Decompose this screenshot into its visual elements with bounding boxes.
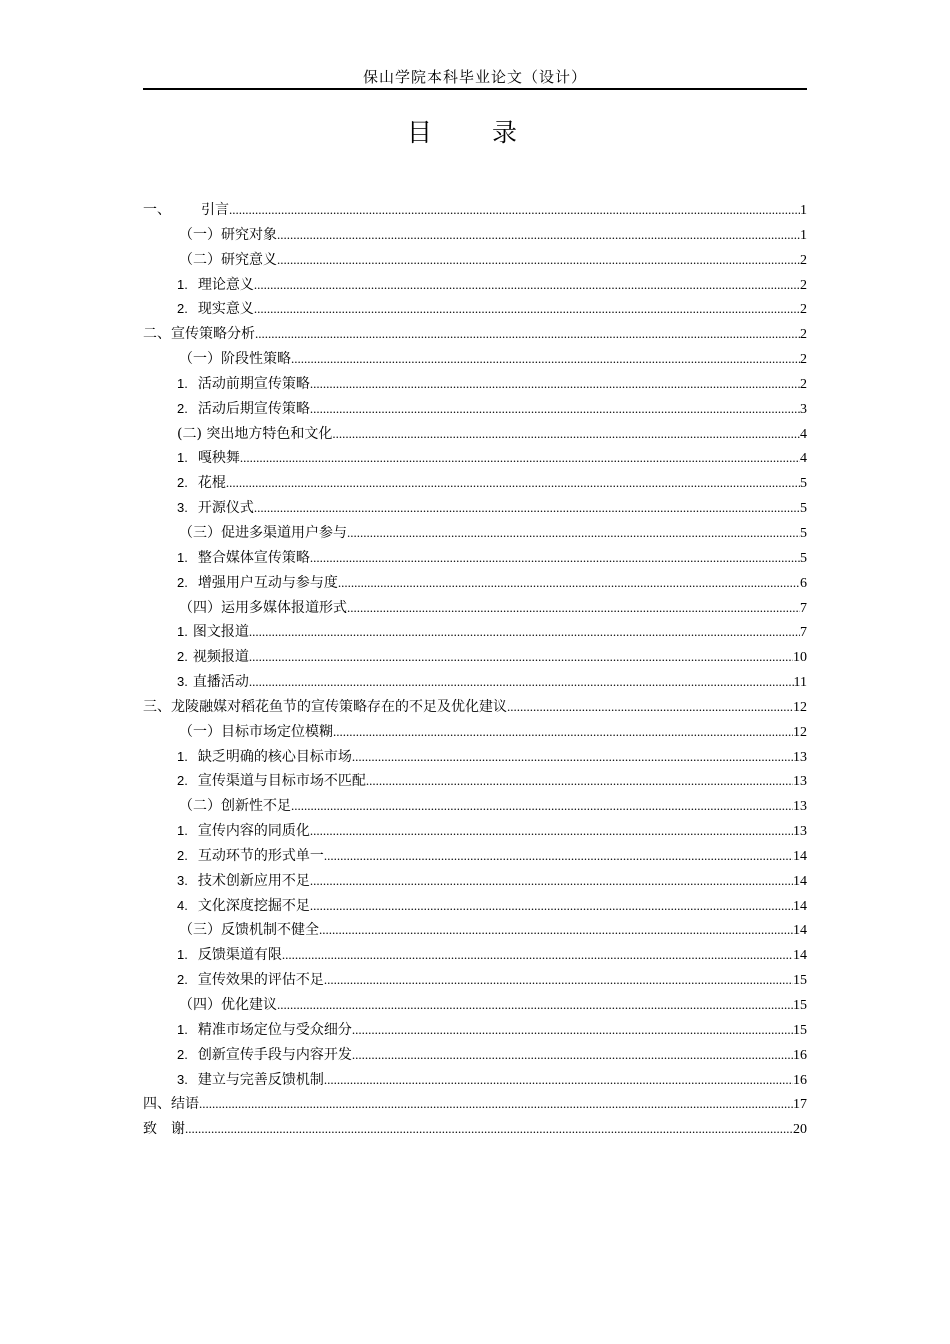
toc-page-number: 15	[793, 1022, 807, 1038]
toc-page-number: 15	[793, 973, 807, 989]
toc-entry-label	[177, 769, 366, 794]
toc-entry-label	[177, 894, 310, 919]
toc-entry[interactable]	[143, 695, 807, 720]
toc-entry[interactable]	[143, 1092, 807, 1117]
toc-entry-number: 2.	[177, 400, 188, 416]
toc-page-number: 10	[793, 650, 807, 666]
toc-entry-number: 2.	[177, 574, 188, 590]
toc-page-number: 14	[793, 923, 807, 939]
toc-entry-text: 直播活动	[192, 674, 249, 691]
toc-entry-number: 3.	[177, 500, 188, 516]
toc-entry[interactable]	[143, 1043, 807, 1068]
toc-entry-number: 1.	[177, 1021, 188, 1037]
toc-page-number: 14	[793, 898, 807, 914]
toc-entry-label	[177, 1018, 352, 1043]
toc-page-number: 5	[800, 525, 807, 541]
toc-dot-leader	[324, 968, 793, 993]
toc-entry[interactable]	[143, 1068, 807, 1093]
toc-page-number: 1	[800, 203, 807, 218]
toc-dot-leader	[185, 1117, 793, 1142]
toc-entry-number: 2.	[177, 773, 188, 789]
toc-page-number: 6	[800, 575, 807, 591]
toc-dot-leader	[366, 769, 793, 794]
toc-page-number: 2	[800, 327, 807, 343]
toc-dot-leader	[333, 720, 793, 745]
toc-entry-text: 技术创新应用不足	[197, 872, 310, 889]
toc-entry-number: 2.	[177, 972, 188, 988]
toc-entry-label	[177, 571, 338, 596]
toc-entry-label	[143, 198, 229, 223]
toc-dot-leader	[319, 918, 793, 943]
toc-page-number: 12	[793, 724, 807, 740]
toc-page-number: 5	[800, 550, 807, 566]
toc-entry[interactable]	[143, 521, 807, 546]
toc-page-number: 16	[793, 1047, 807, 1063]
toc-entry-number: 2.	[177, 475, 188, 491]
toc-dot-leader	[347, 596, 800, 621]
toc-entry[interactable]	[143, 794, 807, 819]
toc-dot-leader	[255, 322, 800, 347]
toc-page-number: 2	[800, 277, 807, 293]
toc-page-number: 14	[793, 948, 807, 964]
toc-page-number: 7	[800, 625, 807, 641]
toc-entry-number: 2.	[177, 301, 188, 317]
toc-entry[interactable]	[143, 745, 807, 770]
toc-entry-label	[177, 844, 324, 869]
toc-dot-leader	[277, 248, 800, 273]
toc-entry-label	[177, 869, 310, 894]
toc-entry[interactable]	[143, 546, 807, 571]
toc-entry-text: 视频报道	[192, 649, 249, 666]
toc-entry-number: 3.	[177, 872, 188, 888]
toc-entry-label	[143, 1092, 199, 1117]
toc-entry-text: 嘎秧舞	[197, 450, 240, 467]
toc-page-number: 16	[793, 1072, 807, 1088]
toc-entry-text: 引言	[201, 202, 229, 218]
toc-entry[interactable]	[143, 819, 807, 844]
toc-page-number: 4	[800, 426, 807, 442]
toc-page-number: 2	[800, 352, 807, 368]
toc-entry-label	[179, 596, 347, 621]
toc-dot-leader	[310, 546, 800, 571]
toc-entry-text: （四）优化建议	[179, 997, 277, 1013]
toc-entry-number: 2.	[177, 649, 188, 665]
toc-entry-label	[179, 993, 277, 1018]
toc-dot-leader	[347, 521, 800, 546]
toc-entry-number: 1.	[177, 375, 188, 391]
toc-page-number: 20	[793, 1122, 807, 1138]
toc-entry-number: 2.	[177, 847, 188, 863]
toc-entry-text: 整合媒体宣传策略	[197, 549, 310, 566]
toc-entry[interactable]	[143, 869, 807, 894]
toc-entry-text: （一）阶段性策略	[179, 351, 291, 368]
toc-entry[interactable]	[143, 968, 807, 993]
toc-page-number: 3	[800, 401, 807, 417]
toc-page-number: 14	[793, 848, 807, 864]
page-header: 保山学院本科毕业论文（设计）	[362, 68, 587, 86]
toc-entry[interactable]	[143, 446, 807, 471]
toc-entry-number: 1.	[177, 450, 188, 466]
toc-page-number: 14	[793, 873, 807, 889]
toc-dot-leader	[352, 745, 793, 770]
toc-entry-text: 宣传内容的同质化	[197, 823, 310, 840]
toc-page-number: 17	[793, 1097, 807, 1113]
toc-entry-label	[177, 446, 240, 471]
toc-entry-text: 宣传效果的评估不足	[197, 972, 324, 989]
toc-page-number: 5	[800, 476, 807, 492]
toc-entry-text: 增强用户互动与参与度	[197, 574, 338, 591]
toc-page-number: 12	[793, 699, 807, 715]
toc-entry-text: 二、宣传策略分析	[143, 326, 255, 343]
toc-page-number: 13	[793, 824, 807, 840]
toc-dot-leader	[229, 198, 800, 223]
toc-entry[interactable]	[143, 471, 807, 496]
toc-entry-label	[177, 1043, 352, 1068]
toc-entry-text: （二）研究意义	[179, 251, 277, 268]
toc-entry[interactable]	[143, 347, 807, 372]
toc-entry-label	[177, 273, 254, 298]
toc-dot-leader	[277, 223, 800, 248]
toc-page-number: 7	[800, 600, 807, 616]
toc-entry-label	[179, 794, 291, 819]
toc-entry-text: 现实意义	[197, 301, 254, 318]
toc-entry-label	[177, 471, 226, 496]
toc-entry-text: 缺乏明确的核心目标市场	[197, 748, 352, 765]
toc-entry-text: （一）目标市场定位模糊	[179, 723, 333, 740]
toc-entry[interactable]	[143, 670, 807, 695]
toc-entry-text: 花棍	[197, 475, 226, 492]
toc-entry-text: 精准市场定位与受众细分	[197, 1021, 352, 1038]
toc-dot-leader	[310, 894, 793, 919]
toc-entry-text: （三）反馈机制不健全	[179, 922, 319, 939]
toc-page-number: 5	[800, 501, 807, 517]
toc-entry-number: 1.	[177, 947, 188, 963]
toc-entry-label	[179, 248, 277, 273]
toc-entry[interactable]	[143, 918, 807, 943]
toc-entry-text: 理论意义	[197, 276, 254, 293]
toc-dot-leader	[324, 844, 793, 869]
toc-entry-label	[177, 397, 310, 422]
toc-entry[interactable]	[143, 620, 807, 645]
toc-entry[interactable]	[143, 1018, 807, 1043]
toc-entry[interactable]	[143, 720, 807, 745]
toc-entry[interactable]	[143, 993, 807, 1018]
toc-entry[interactable]	[143, 894, 807, 919]
toc-entry-text: (二) 突出地方特色和文化	[177, 425, 333, 442]
toc-entry-label	[177, 620, 249, 645]
toc-entry-label	[179, 521, 347, 546]
toc-entry-number: 2.	[177, 1046, 188, 1062]
toc-entry-label	[177, 943, 282, 968]
toc-entry-label	[143, 1117, 185, 1142]
toc-entry[interactable]	[143, 943, 807, 968]
toc-dot-leader	[291, 794, 793, 819]
toc-dot-leader	[310, 397, 800, 422]
toc-dot-leader	[291, 347, 800, 372]
toc-entry[interactable]	[143, 645, 807, 670]
toc-entry-label	[177, 745, 352, 770]
toc-dot-leader	[310, 869, 793, 894]
toc-entry-label	[179, 720, 333, 745]
toc-entry-text: 致 谢	[143, 1121, 185, 1138]
toc-entry-label	[143, 695, 507, 720]
toc-entry[interactable]	[143, 769, 807, 794]
toc-entry-label	[177, 546, 310, 571]
toc-entry-text: 活动前期宣传策略	[197, 375, 310, 392]
toc-dot-leader	[282, 943, 793, 968]
toc-entry-number: 4.	[177, 897, 188, 913]
toc-dot-leader	[249, 620, 800, 645]
toc-dot-leader	[507, 695, 793, 720]
toc-page-number: 2	[800, 252, 807, 268]
toc-entry[interactable]	[143, 844, 807, 869]
toc-page-number: 13	[793, 799, 807, 815]
toc-entry-label	[143, 322, 255, 347]
toc-dot-leader	[254, 273, 800, 298]
toc-entry-label	[177, 645, 249, 670]
toc-entry-number: 1.	[177, 748, 188, 764]
toc-page-number: 1	[800, 227, 807, 243]
toc-dot-leader	[249, 670, 794, 695]
toc-entry-label	[177, 670, 249, 695]
toc-entry-label	[179, 347, 291, 372]
toc-entry[interactable]	[143, 297, 807, 322]
toc-entry-number: 3.	[177, 674, 188, 690]
toc-entry-text: 反馈渠道有限	[197, 947, 282, 964]
toc-dot-leader	[277, 993, 793, 1018]
page-title: 目 录	[407, 118, 543, 147]
toc-entry[interactable]	[143, 496, 807, 521]
toc-page-number: 2	[800, 302, 807, 318]
toc-entry[interactable]	[143, 571, 807, 596]
toc-entry-number: 1.	[177, 549, 188, 565]
toc-entry-text: 活动后期宣传策略	[197, 400, 310, 417]
toc-entry-number: 1.	[177, 624, 188, 640]
toc-page-number: 4	[800, 451, 807, 467]
toc-dot-leader	[249, 645, 793, 670]
toc-dot-leader	[254, 496, 800, 521]
toc-entry-label	[179, 918, 319, 943]
toc-entry-text: 文化深度挖掘不足	[197, 897, 310, 914]
toc-entry[interactable]	[143, 596, 807, 621]
toc-entry-number: 1.	[177, 276, 188, 292]
toc-entry[interactable]	[143, 198, 807, 223]
toc-entry[interactable]	[143, 397, 807, 422]
toc-page-number: 15	[793, 998, 807, 1013]
toc-entry-label	[177, 372, 310, 397]
toc-entry[interactable]	[143, 273, 807, 298]
toc-entry[interactable]	[143, 422, 807, 447]
toc-page-number: 13	[793, 774, 807, 790]
toc-entry[interactable]	[143, 1117, 807, 1142]
table-of-contents	[143, 198, 807, 1142]
toc-dot-leader	[338, 571, 800, 596]
toc-entry-text: 三、龙陵融媒对稻花鱼节的宣传策略存在的不足及优化建议	[143, 698, 507, 715]
header-rule	[143, 88, 807, 90]
toc-entry-text: 建立与完善反馈机制	[197, 1071, 324, 1088]
toc-dot-leader	[352, 1043, 793, 1068]
toc-entry[interactable]	[143, 223, 807, 248]
toc-entry-label	[177, 1068, 324, 1093]
toc-entry-number: 1.	[177, 823, 188, 839]
toc-dot-leader	[310, 372, 800, 397]
toc-entry[interactable]	[143, 322, 807, 347]
toc-entry-text: （四）运用多媒体报道形式	[179, 599, 347, 616]
toc-dot-leader	[352, 1018, 793, 1043]
toc-dot-leader	[324, 1068, 793, 1093]
toc-dot-leader	[240, 446, 800, 471]
toc-entry-label	[177, 422, 332, 447]
toc-entry-number: 3.	[177, 1071, 188, 1087]
toc-page-number: 13	[793, 749, 807, 765]
toc-entry-text: 四、结语	[143, 1096, 199, 1113]
toc-entry-number: 一、	[143, 202, 171, 218]
toc-entry-text: 创新宣传手段与内容开发	[197, 1046, 352, 1063]
toc-dot-leader	[254, 297, 800, 322]
toc-dot-leader	[199, 1092, 793, 1117]
toc-entry-text: 开源仪式	[197, 500, 254, 517]
toc-entry-label	[177, 819, 310, 844]
toc-page-number: 11	[793, 675, 807, 691]
toc-entry-text: 图文报道	[192, 624, 249, 641]
toc-page-number: 2	[800, 376, 807, 392]
toc-entry-label	[177, 968, 324, 993]
toc-dot-leader	[310, 819, 793, 844]
toc-entry[interactable]	[143, 248, 807, 273]
toc-entry-text: 宣传渠道与目标市场不匹配	[197, 773, 366, 790]
toc-entry[interactable]	[143, 372, 807, 397]
toc-entry-label	[179, 223, 277, 248]
toc-entry-label	[177, 496, 254, 521]
toc-entry-text: （一）研究对象	[179, 226, 277, 243]
toc-entry-label	[177, 297, 254, 322]
toc-dot-leader	[332, 422, 800, 447]
toc-entry-text: （三）促进多渠道用户参与	[179, 524, 347, 541]
toc-entry-text: 互动环节的形式单一	[197, 847, 324, 864]
toc-dot-leader	[226, 471, 800, 496]
toc-entry-text: （二）创新性不足	[179, 798, 291, 815]
